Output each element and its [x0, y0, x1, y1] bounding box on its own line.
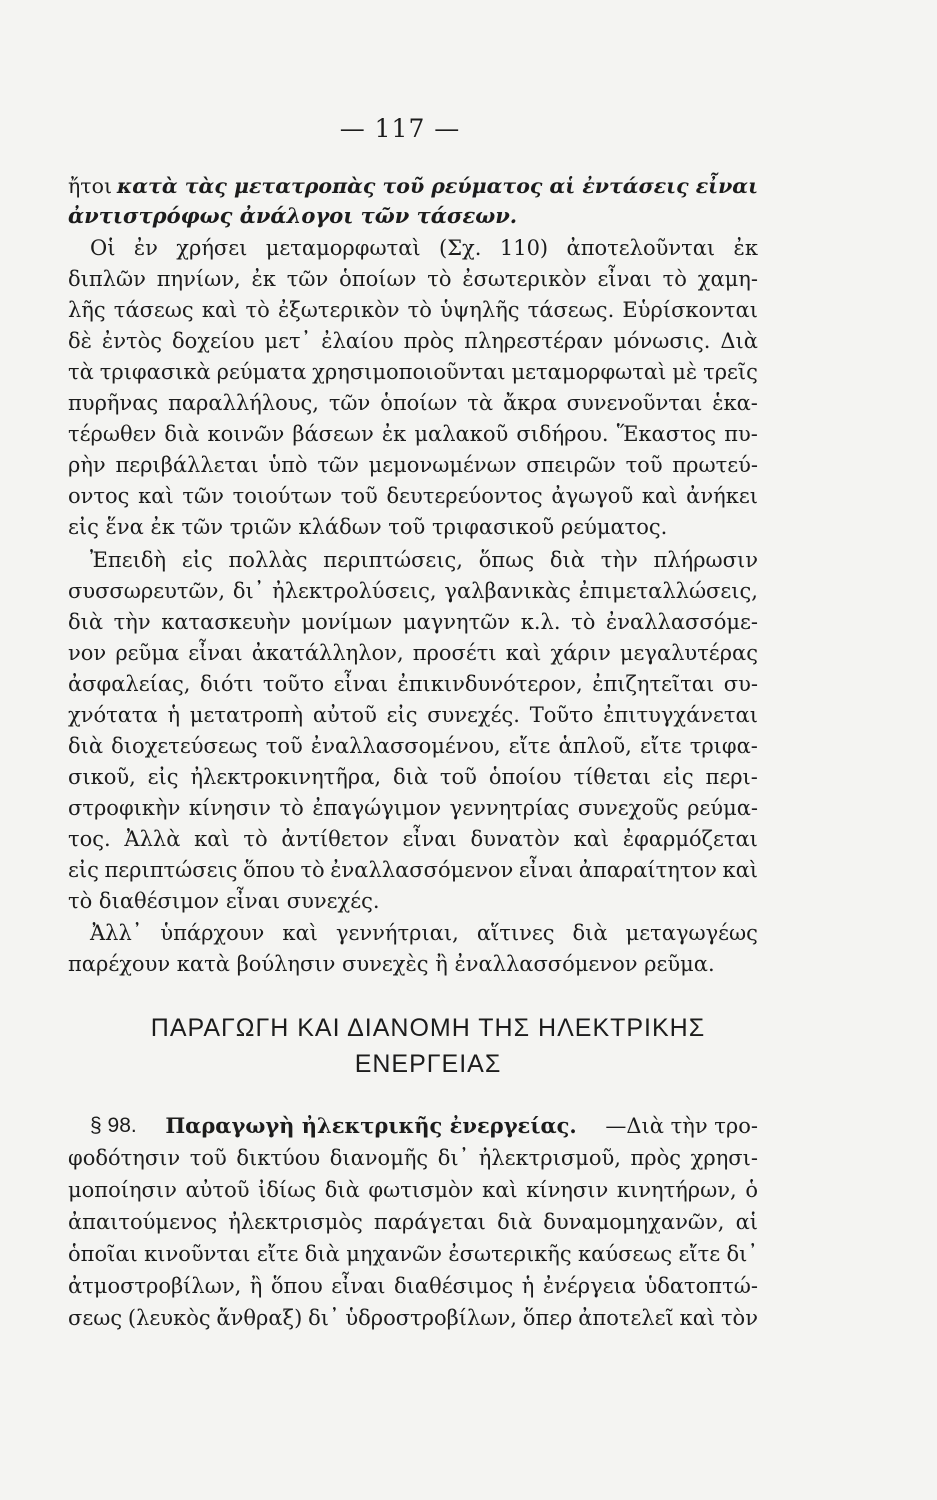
- word: (λευκὸς: [127, 1306, 211, 1330]
- word: διὰ: [572, 921, 608, 945]
- word: ἀποτελεῖ: [578, 1306, 674, 1330]
- word: ἀντίθετον: [281, 827, 389, 851]
- word: μηχανῶν: [346, 1242, 443, 1266]
- word: ὁ: [745, 1178, 758, 1202]
- word: ἐναλλασσόμε-: [606, 610, 758, 634]
- word: ἐνέργεια: [542, 1274, 636, 1298]
- word: φωτισμὸν: [368, 1178, 474, 1202]
- page-number: — 117 —: [339, 114, 461, 143]
- word: εἰς: [68, 858, 99, 882]
- word: τὸ: [407, 298, 432, 322]
- word: κατασκευὴν: [161, 610, 291, 634]
- word: τὸ: [662, 267, 687, 291]
- word: δυνατὸν: [470, 827, 560, 851]
- word: ἐπιμεταλλώσεις,: [578, 579, 758, 603]
- word: συνεχοῦς: [577, 796, 679, 820]
- word: εἰς: [181, 548, 213, 572]
- word: πολλὰς: [228, 548, 308, 572]
- word: ἀκατάλληλον,: [251, 641, 404, 665]
- word: ἀπαιτούμενος: [68, 1210, 218, 1234]
- word: δὲ: [68, 329, 92, 353]
- word: βάσεων: [292, 422, 374, 446]
- text-line: [68, 824, 758, 854]
- text-line: [68, 295, 758, 325]
- word: τὸ: [300, 858, 325, 882]
- word: οντος: [68, 484, 130, 508]
- word: μεμονωμένων: [368, 453, 517, 477]
- paragraph-first-line: [90, 545, 758, 575]
- section-number: § 98.: [90, 1114, 137, 1137]
- word: Ἕκαστος: [616, 422, 717, 446]
- word: κ.λ.: [520, 610, 561, 634]
- word: εἶναι: [597, 267, 652, 291]
- text-line: [68, 762, 758, 792]
- text-line: [68, 357, 758, 387]
- word: ἡ: [167, 703, 181, 727]
- word: τὸ: [427, 267, 452, 291]
- word: καὶ: [573, 827, 610, 851]
- word: τίθεται: [573, 765, 651, 789]
- word: εἶναι: [188, 641, 243, 665]
- word: συσσωρευτῶν,: [68, 579, 226, 603]
- word: ὅπερ: [522, 1306, 573, 1330]
- word: τῶν: [182, 484, 224, 508]
- word: διὰ: [392, 765, 429, 789]
- word: καὶ: [194, 827, 230, 851]
- word: τὴν: [600, 548, 638, 572]
- word: καὶ: [679, 1306, 716, 1330]
- word: ἀγωγοῦ: [551, 484, 634, 508]
- word: δι᾽: [726, 1242, 758, 1266]
- word: διὰ: [68, 610, 104, 634]
- word: ἀσφαλείας,: [68, 672, 191, 696]
- word: ὑπὸ: [268, 453, 308, 477]
- word: ἠλεκτρισμοῦ,: [478, 1146, 621, 1170]
- word: ὑδροστροβίλων,: [345, 1306, 517, 1330]
- word: προσέτι: [412, 641, 497, 665]
- word: ἐφαρμόζεται: [622, 827, 758, 851]
- text-line: [68, 731, 758, 761]
- word: εἰς: [662, 765, 694, 789]
- section-first-line: [90, 1110, 758, 1142]
- word: ἡ: [521, 1274, 535, 1298]
- text-line: [68, 264, 758, 294]
- word: μεγαλυτέρας: [619, 641, 758, 665]
- word: Οἱ: [90, 236, 116, 260]
- word: ἐπιτυγχάνεται: [603, 703, 758, 727]
- word: λῆς: [68, 298, 106, 322]
- text-line: [68, 576, 758, 606]
- word: μεταμορφωταὶ: [511, 360, 667, 384]
- word: εἰς: [386, 703, 418, 727]
- text-line: [68, 1271, 758, 1301]
- text-line: [68, 638, 758, 668]
- word: διὰ: [497, 1210, 533, 1234]
- word: δοχείου: [171, 329, 255, 353]
- word: ἀνήκει: [686, 484, 758, 508]
- text-line: [68, 326, 758, 356]
- word: κοινῶν: [207, 422, 285, 446]
- word: πηνίων,: [156, 267, 241, 291]
- word: ἐκ: [381, 422, 407, 446]
- paragraph-first-line: [90, 918, 758, 948]
- word: ὅπου: [270, 1274, 323, 1298]
- word: διοχετεύσεως: [111, 734, 258, 758]
- text-line: [68, 201, 758, 231]
- word: καὶ: [201, 298, 238, 322]
- word: εἰς: [147, 765, 179, 789]
- word: χρησι-: [690, 1146, 758, 1170]
- word: τὰ: [467, 391, 494, 415]
- word: πρὸς: [403, 329, 455, 353]
- word: τάσεως.: [527, 298, 615, 322]
- word: τοῦ: [340, 484, 378, 508]
- text-line: [68, 1143, 758, 1173]
- word: τὴν: [113, 610, 151, 634]
- word: μονίμων: [301, 610, 393, 634]
- word: καὶ: [641, 484, 678, 508]
- word: σικοῦ,: [68, 765, 136, 789]
- word: τὸ: [571, 610, 596, 634]
- word: ἄνθραξ): [216, 1306, 303, 1330]
- text-line: [68, 669, 758, 699]
- word: διὰ: [68, 734, 104, 758]
- word: ὁποίου: [488, 765, 562, 789]
- word: γαλβανικὰς: [444, 579, 571, 603]
- word: ὅπως: [478, 548, 535, 572]
- word: ρεύματα: [216, 360, 307, 384]
- word: ἑκα-: [712, 391, 758, 415]
- word: ἰδίως: [258, 1178, 317, 1202]
- word: καὶ: [138, 484, 174, 508]
- word: πρωτεύ-: [672, 453, 758, 477]
- word: καὶ: [282, 921, 318, 945]
- word: εἴτε: [678, 1242, 721, 1266]
- word: ἀτμοστροβίλων,: [68, 1274, 242, 1298]
- word: πυ-: [724, 422, 758, 446]
- word: ἐλαίου: [321, 329, 394, 353]
- word: αὐτοῦ: [185, 1178, 250, 1202]
- word: δευτερεύοντος: [386, 484, 543, 508]
- word: εἴτε: [508, 734, 551, 758]
- word: μεταμορφωταὶ: [265, 236, 421, 260]
- word: καὶ: [482, 1178, 518, 1202]
- word: τρεῖς: [703, 360, 758, 384]
- word: διανομῆς: [329, 1146, 429, 1170]
- text-line: [68, 700, 758, 730]
- word: πλήρωσιν: [653, 548, 758, 572]
- word: σιδήρου.: [516, 422, 609, 446]
- word: συ-: [723, 672, 758, 696]
- word: ἐξωτερικὸν: [277, 298, 400, 322]
- word: γεννητρίας: [449, 796, 570, 820]
- word: τοιούτων: [232, 484, 333, 508]
- word: γεννήτριαι,: [335, 921, 459, 945]
- word: περιβάλλεται: [115, 453, 259, 477]
- word: τος.: [68, 827, 111, 851]
- word: σπειρῶν: [526, 453, 616, 477]
- word: συνεχές.: [427, 703, 520, 727]
- word: χρήσει: [176, 236, 248, 260]
- word: παράγεται: [373, 1210, 486, 1234]
- text-line: [68, 1303, 758, 1333]
- word: τριφασικὰ: [99, 360, 211, 384]
- word: τὸν: [720, 1306, 758, 1330]
- word: (Σχ.: [439, 236, 482, 260]
- word: μαλακοῦ: [414, 422, 509, 446]
- word: τοῦ: [189, 1146, 227, 1170]
- word: διπλῶν: [68, 267, 146, 291]
- word: αὐτοῦ: [312, 703, 377, 727]
- word: ἢ: [249, 1274, 263, 1298]
- text-line: [68, 1207, 758, 1237]
- word: παραλλήλους,: [168, 391, 319, 415]
- text-line: [68, 450, 758, 480]
- text-line: [68, 171, 758, 201]
- word: Εὑρίσκονται: [622, 298, 758, 322]
- word: καύσεως: [578, 1242, 673, 1266]
- word: εἴτε: [639, 734, 682, 758]
- word: καὶ: [505, 641, 542, 665]
- word: τῶν: [286, 267, 329, 291]
- word: ἠλεκτρισμὸς: [228, 1210, 363, 1234]
- word: τῶν: [317, 453, 359, 477]
- word: αἱ: [735, 1210, 758, 1234]
- word: ὁποίων: [380, 391, 458, 415]
- word: ρεύμα-: [687, 796, 758, 820]
- word: διαθέσιμος: [394, 1274, 514, 1298]
- word: 110): [499, 236, 549, 260]
- word: ρὴν: [68, 453, 106, 477]
- word: σεως: [68, 1306, 123, 1330]
- word: πρὸς: [630, 1146, 682, 1170]
- word: διότι: [199, 672, 254, 696]
- word: τριφα-: [689, 734, 758, 758]
- text-line: [68, 388, 758, 418]
- word: εἶναι: [402, 827, 457, 851]
- word: χρησιμοποιοῦνται: [312, 360, 506, 384]
- text-line: τὸ διαθέσιμον εἶναι συνεχές.: [68, 889, 380, 913]
- word: ἐν: [133, 236, 158, 260]
- word: κίνησιν: [526, 1178, 609, 1202]
- word: χάριν: [550, 641, 611, 665]
- emphasis-text: κατὰ τὰς μετατροπὰς τοῦ ρεύματος αἱ ἐντάσεις εἶναι: [116, 174, 758, 198]
- word: μοποίησιν: [68, 1178, 177, 1202]
- word: περιπτώσεις,: [323, 548, 463, 572]
- section-heading-line: ΕΝΕΡΓΕΙΑΣ: [354, 1050, 502, 1078]
- word: διὰ: [304, 1242, 340, 1266]
- word: τοῦ: [625, 453, 663, 477]
- text-line: [68, 607, 758, 637]
- word: τοῦ: [439, 765, 477, 789]
- word: ὁποῖαι: [68, 1242, 138, 1266]
- word: κίνησιν: [188, 796, 271, 820]
- word: τὰ: [68, 360, 94, 384]
- section-title: Παραγωγὴ ἠλεκτρικῆς ἐνεργείας.: [165, 1113, 577, 1138]
- word: ἐπαγώγιμον: [312, 796, 442, 820]
- word: ὅπου: [243, 858, 295, 882]
- word: ἁπλοῦ,: [558, 734, 632, 758]
- word: ἠλεκτρολύσεις,: [272, 579, 437, 603]
- word: ἐπιζητεῖται: [592, 672, 715, 696]
- section-heading-line: ΠΑΡΑΓΩΓΗ ΚΑΙ ΔΙΑΝΟΜΗ ΤΗΣ ΗΛΕΚΤΡΙΚΗΣ: [150, 1014, 706, 1042]
- word: εἶναι: [331, 1274, 386, 1298]
- word: ἀποτελοῦνται: [566, 236, 716, 260]
- word: ἐκ: [251, 267, 276, 291]
- word: αἵτινες: [476, 921, 555, 945]
- text-line: παρέχουν κατὰ βούλησιν συνεχὲς ἢ ἐναλλασσόμενον ρεῦμα.: [68, 952, 715, 976]
- word: τοῦ: [265, 734, 303, 758]
- word: τοῦτο: [262, 672, 325, 696]
- word: δι᾽: [232, 579, 265, 603]
- line-start-word: ἤτοι: [68, 174, 113, 198]
- text-line: [68, 855, 758, 885]
- word: διὰ: [164, 422, 200, 446]
- word: ἐπικινδυνότερον,: [397, 672, 583, 696]
- word: ἄκρα: [502, 391, 557, 415]
- word: τὸ: [245, 298, 270, 322]
- word: ἠλεκτροκινητῆρα,: [190, 765, 382, 789]
- word: ὑψηλῆς: [440, 298, 520, 322]
- text-line: [68, 1175, 758, 1205]
- text-line: [68, 419, 758, 449]
- word: χαμη-: [697, 267, 758, 291]
- word: κινοῦνται: [144, 1242, 251, 1266]
- word: δικτύου: [236, 1146, 321, 1170]
- emphasis-text: ἀντιστρόφως ἀνάλογοι τῶν τάσεων.: [68, 203, 518, 228]
- word: Ἀλλὰ: [124, 827, 181, 851]
- word: ἐσωτερικὸν: [462, 267, 587, 291]
- word: συνενοῦνται: [566, 391, 703, 415]
- word: μετατροπὴ: [189, 703, 304, 727]
- word: ἀπαραίτητον: [578, 858, 717, 882]
- word: ὑπάρχουν: [160, 921, 265, 945]
- word: Ἀλλ᾽: [90, 921, 143, 945]
- text-line: εἰς ἕνα ἐκ τῶν τριῶν κλάδων τοῦ τριφασικοῦ ρεύματος.: [68, 515, 668, 539]
- text-line: [68, 793, 758, 823]
- word: εἴτε: [256, 1242, 299, 1266]
- text-line: [68, 481, 758, 511]
- word: δυναμομηχανῶν,: [543, 1210, 725, 1234]
- word: μαγνητῶν: [402, 610, 511, 634]
- word: μὲ: [672, 360, 698, 384]
- word: περι-: [705, 765, 758, 789]
- word: μόνωσις.: [613, 329, 711, 353]
- word: διὰ: [549, 548, 585, 572]
- word: Ἐπειδὴ: [90, 548, 167, 572]
- word: περιπτώσεις: [104, 858, 238, 882]
- word: διὰ: [324, 1178, 360, 1202]
- word: ἐναλλασσόμενον: [330, 858, 514, 882]
- word: εἶναι: [333, 672, 388, 696]
- word: τάσεως: [113, 298, 194, 322]
- word: ἐκ: [733, 236, 758, 260]
- word: ἐσωτερικῆς: [448, 1242, 572, 1266]
- word: ρεῦμα: [115, 641, 180, 665]
- word: μετ᾽: [264, 329, 312, 353]
- word: τὸ: [243, 827, 268, 851]
- word: νον: [68, 641, 107, 665]
- word: τῶν: [328, 391, 371, 415]
- word: καὶ: [722, 858, 758, 882]
- word: Διὰ: [720, 329, 758, 353]
- word: δι᾽: [437, 1146, 470, 1170]
- word: εἶναι: [518, 858, 574, 882]
- word: πληρεστέραν: [464, 329, 604, 353]
- word: ἐντὸς: [101, 329, 162, 353]
- text-line: [68, 1239, 758, 1269]
- paragraph-first-line: [90, 233, 758, 263]
- word: τὸ: [279, 796, 304, 820]
- word: μεταγωγέως: [625, 921, 758, 945]
- word: Τοῦτο: [529, 703, 594, 727]
- word: ὁποίων: [339, 267, 417, 291]
- word: ὑδατοπτώ-: [644, 1274, 758, 1298]
- word: χνότατα: [68, 703, 158, 727]
- word: φοδότησιν: [68, 1146, 181, 1170]
- word: ἐναλλασσομένου,: [310, 734, 501, 758]
- word: τέρωθεν: [68, 422, 157, 446]
- word: δι᾽: [308, 1306, 340, 1330]
- word: κινητήρων,: [616, 1178, 737, 1202]
- word: στροφικὴν: [68, 796, 181, 820]
- word: πυρῆνας: [68, 391, 159, 415]
- section-text: —Διὰ τὴν τρο-: [605, 1114, 758, 1138]
